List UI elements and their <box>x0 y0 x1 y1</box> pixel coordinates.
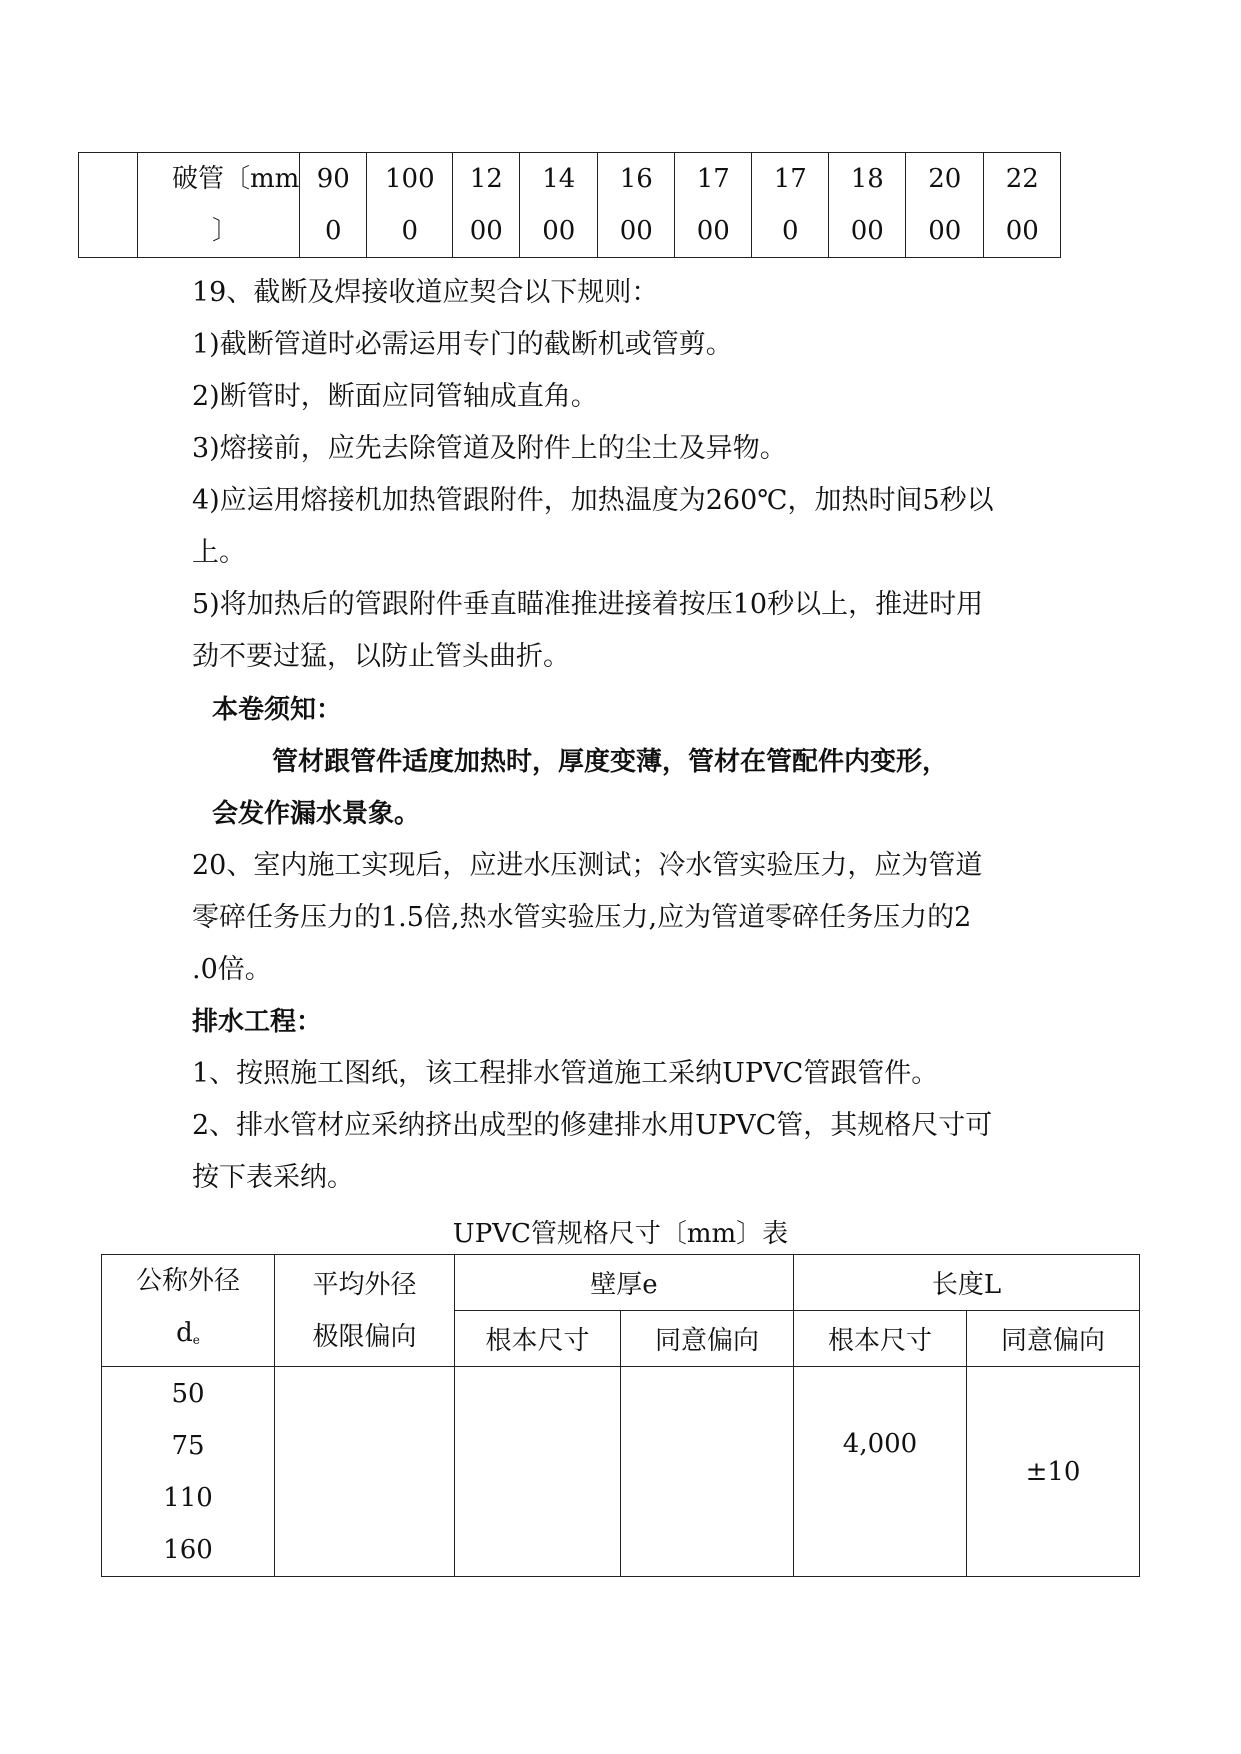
length-tolerance-cell: ±10 <box>967 1367 1140 1577</box>
diameter-list: 50 75 110 160 <box>102 1367 275 1577</box>
blank-cell <box>79 153 138 258</box>
break-pressure-label: 破管〔mm 〕 <box>138 153 300 258</box>
drainage-item-1: 1、按照施工图纸，该工程排水管道施工采纳UPVC管跟管件。 <box>192 1058 939 1089</box>
header-length-tolerance: 同意偏向 <box>967 1311 1140 1367</box>
item-19-5-line2: 劲不要过猛，以防止管头曲折。 <box>192 641 570 672</box>
notice-title: 本卷须知： <box>212 695 343 725</box>
top-table <box>78 152 1061 258</box>
header-row-1 <box>102 1255 1140 1311</box>
header-wall-tolerance: 同意偏向 <box>621 1311 794 1367</box>
data-row <box>102 1367 1140 1577</box>
table-caption: UPVC管规格尺寸〔mm〕表 <box>452 1219 789 1249</box>
mean-diameter-cell <box>275 1367 455 1577</box>
notice-line1: 管材跟管件适度加热时，厚度变薄，管材在管配件内变形， <box>272 747 949 777</box>
header-wall-basic: 根本尺寸 <box>455 1311 621 1367</box>
item-19-heading: 19、截断及焊接收道应契合以下规则： <box>192 277 659 308</box>
header-mean-diameter: 平均外径 极限偏向 <box>275 1255 455 1367</box>
item-20-line1: 20、室内施工实现后，应进水压测试；冷水管实验压力，应为管道 <box>192 850 983 881</box>
item-19-3: 3)熔接前，应先去除管道及附件上的尘土及异物。 <box>192 433 787 464</box>
value-cell: 20 00 <box>906 153 984 258</box>
item-19-1: 1)截断管道时必需运用专门的截断机或管剪。 <box>192 329 733 360</box>
top-table-row <box>79 153 1061 258</box>
length-value-cell: 4,000 <box>794 1367 967 1577</box>
header-length: 长度L <box>794 1255 1140 1311</box>
drainage-title: 排水工程： <box>192 1007 323 1037</box>
item-19-5-line1: 5)将加热后的管跟附件垂直瞄准推进接着按压10秒以上，推进时用 <box>192 589 984 620</box>
drainage-item-2-line2: 按下表采纳。 <box>192 1162 354 1193</box>
wall-tolerance-cell <box>621 1367 794 1577</box>
item-19-4-line2: 上。 <box>192 537 246 568</box>
value-cell: 22 00 <box>984 153 1061 258</box>
notice-line2: 会发作漏水景象。 <box>212 799 421 829</box>
item-20-line3: .0倍。 <box>192 954 272 985</box>
value-cell: 16 00 <box>598 153 675 258</box>
header-nominal-diameter: 公称外径 $d_e$ <box>102 1255 275 1367</box>
item-20-line2: 零碎任务压力的1.5倍,热水管实验压力,应为管道零碎任务压力的2 <box>192 902 972 933</box>
item-19-4-line1: 4)应运用熔接机加热管跟附件，加热温度为260℃，加热时间5秒以 <box>192 485 994 516</box>
value-cell: 100 0 <box>367 153 453 258</box>
value-cell: 12 00 <box>453 153 520 258</box>
header-wall-thickness: 壁厚e <box>455 1255 794 1311</box>
header-length-basic: 根本尺寸 <box>794 1311 967 1367</box>
drainage-item-2-line1: 2、排水管材应采纳挤出成型的修建排水用UPVC管，其规格尺寸可 <box>192 1110 993 1141</box>
item-19-2: 2)断管时，断面应同管轴成直角。 <box>192 381 598 412</box>
value-cell: 14 00 <box>520 153 598 258</box>
value-cell: 17 0 <box>752 153 829 258</box>
value-cell: 17 00 <box>675 153 752 258</box>
upvc-spec-table <box>101 1254 1140 1577</box>
value-cell: 18 00 <box>829 153 906 258</box>
wall-basic-cell <box>455 1367 621 1577</box>
value-cell: 90 0 <box>300 153 367 258</box>
